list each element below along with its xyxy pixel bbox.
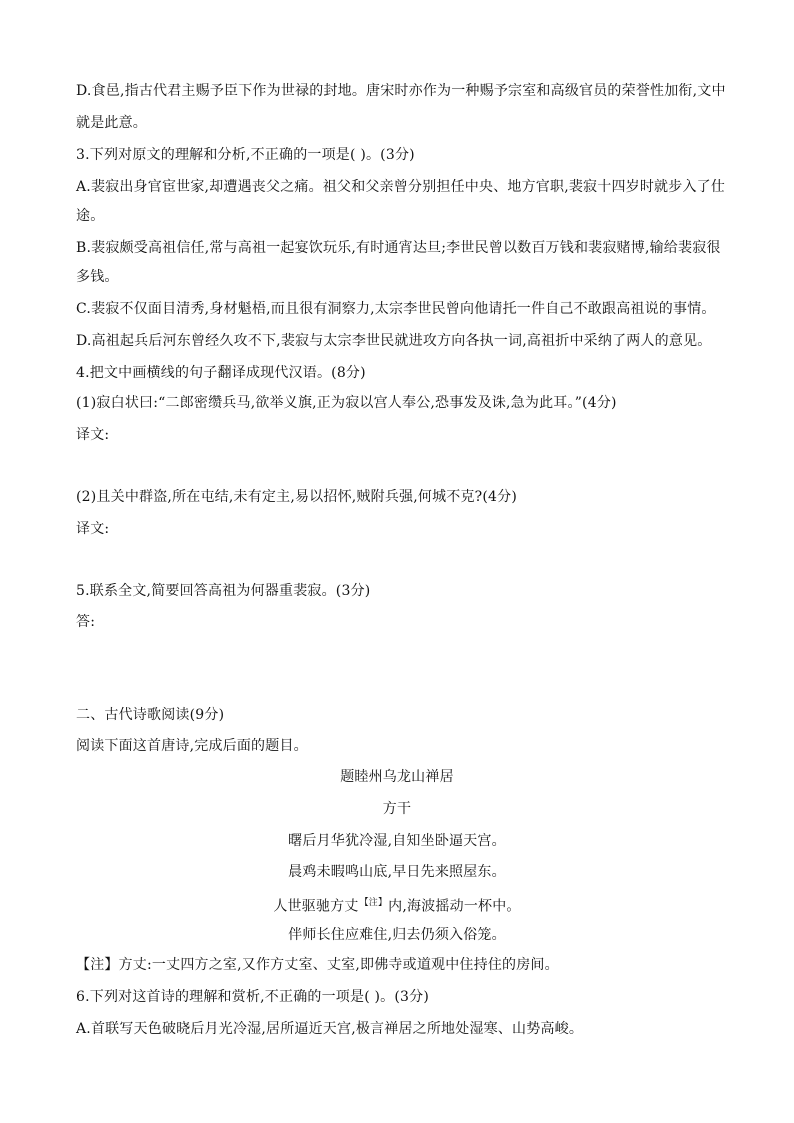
- question-4-stem: 4.把文中画横线的句子翻译成现代汉语。(8分): [76, 365, 366, 381]
- section-2-instruction: 阅读下面这首唐诗,完成后面的题目。: [76, 738, 308, 754]
- poem-line-3: [0, 893, 794, 917]
- question-6-stem: 6.下列对这首诗的理解和赏析,不正确的一项是( )。(3分): [76, 989, 430, 1005]
- question-4-sub1: (1)寂白状曰:“二郎密缵兵马,欲举义旗,正为寂以宫人奉公,恐事发及诛,急为此耳。”(4分): [76, 395, 617, 411]
- poem-line-4: 伴师长住应难住,归去仍须入俗笼。: [288, 927, 506, 943]
- question-5-stem: 5.联系全文,简要回答高祖为何器重裴寂。(3分): [76, 583, 371, 599]
- question-6-option-a: A.首联写天色破晓后月光冷湿,居所逼近天宫,极言禅居之所地处湿寒、山势高峻。: [76, 1021, 584, 1037]
- question-3-option-c: C.裴寂不仅面目清秀,身材魁梧,而且很有洞察力,太宗李世民曾向他请托一件自己不敢跟高祖说的事情。: [76, 301, 716, 317]
- question-3-option-a-line2: 途。: [76, 208, 105, 224]
- question-4-sub2: (2)且关中群盗,所在屯结,未有定主,易以招怀,贼附兵强,何城不克?(4分): [76, 489, 518, 505]
- section-2-heading: 二、古代诗歌阅读(9分): [76, 707, 225, 723]
- poem-line-3-after: 内,海波摇动一杯中。: [388, 898, 521, 915]
- poem-note: 【注】方丈:一丈四方之室,又作方丈室、丈室,即佛寺或道观中住持住的房间。: [76, 957, 559, 973]
- question-4-sub2-answer-label: 译文:: [76, 521, 110, 537]
- question-3-stem: 3.下列对原文的理解和分析,不正确的一项是( )。(3分): [76, 147, 415, 163]
- question-5-answer-label: 答:: [76, 614, 96, 630]
- poem-author: 方干: [382, 801, 412, 817]
- option-d-line1: D.食邑,指古代君主赐予臣下作为世禄的封地。唐宋时亦作为一种赐予宗室和高级官员的荣誉性加衔,文中: [76, 83, 726, 99]
- question-3-option-b-line1: B.裴寂颇受高祖信任,常与高祖一起宴饮玩乐,有时通宵达旦;李世民曾以数百万钱和裴寂赌博,输给裴寂很: [76, 240, 721, 256]
- poem-line-1: 曙后月华犹冷湿,自知坐卧逼天宫。: [288, 833, 506, 849]
- question-3-option-a-line1: A.裴寂出身官宦世家,却遭遇丧父之痛。祖父和父亲曾分别担任中央、地方官职,裴寂十四岁时就步入了仕: [76, 179, 726, 195]
- poem-line-3-before: 人世驱驰方丈: [273, 898, 359, 915]
- question-4-sub1-answer-label: 译文:: [76, 427, 110, 443]
- poem-title: 题睦州乌龙山禅居: [340, 769, 454, 785]
- poem-note-marker: 【注】: [359, 898, 388, 908]
- option-d-line2: 就是此意。: [76, 115, 147, 131]
- poem-line-2: 晨鸡未暇鸣山底,早日先来照屋东。: [288, 864, 506, 880]
- question-3-option-d: D.高祖起兵后河东曾经久攻不下,裴寂与太宗李世民就进攻方向各执一词,高祖折中采纳了两人的意见。: [76, 333, 712, 349]
- question-3-option-b-line2: 多钱。: [76, 269, 119, 285]
